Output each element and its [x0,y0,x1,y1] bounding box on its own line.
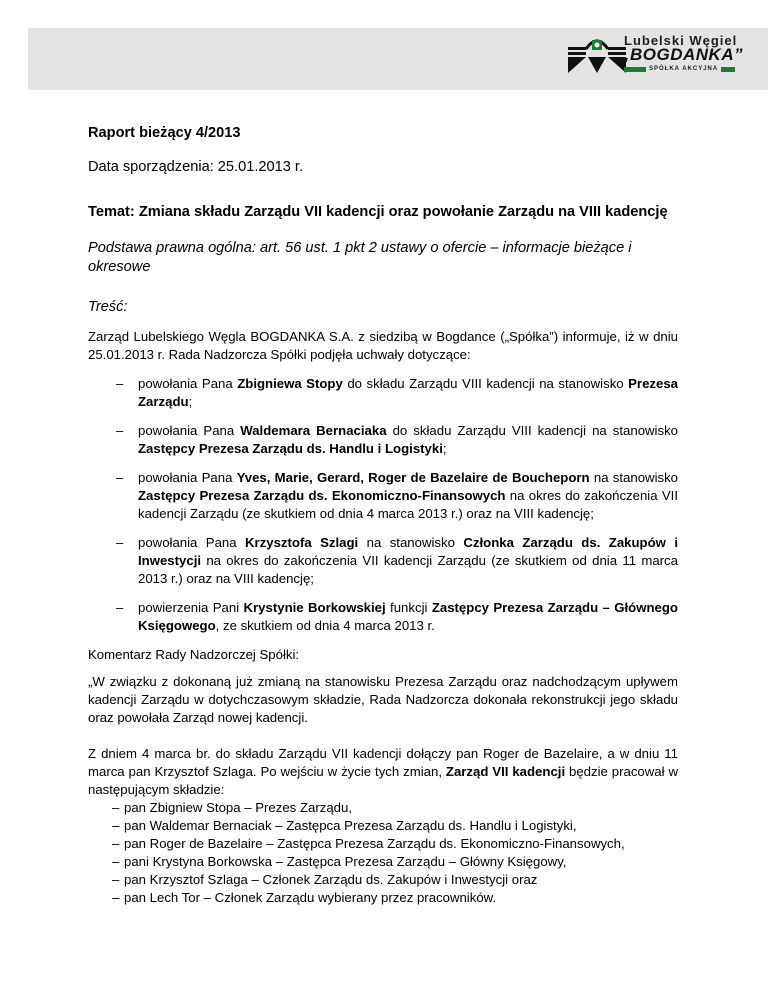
final-emphasis: Zarząd VII kadencji [445,764,566,779]
document-body [88,125,678,907]
resolution-position: Zastępcy Prezesa Zarządu ds. Handlu i Logistyki [138,441,443,456]
resolution-text: funkcji [385,600,432,615]
resolution-person: Krystynie Borkowskiej [243,600,386,615]
composition-item [88,853,678,871]
resolution-text: na okres do zakończenia VII kadencji Zarządu (ze skutkiem od dnia 4 marca 2013 r.) oraz na VIII kadencję; [138,488,678,521]
content-heading: Treść: [88,299,128,315]
final-text: będzie pracował w następującym składzie: [88,764,678,797]
resolution-item [88,469,678,523]
composition-item [88,889,678,907]
resolution-text: do składu Zarządu VIII kadencji na stanowisko [342,376,629,391]
final-text: Z dniem 4 marca br. do składu Zarządu VII kadencji dołączy pan Roger de Bazelaire, a w dniu 11 marca pan Krzysztof Szlaga. Po wejściu w życie tych zmian, [88,746,678,779]
report-topic: Temat: Zmiana składu Zarządu VII kadencji oraz powołanie Zarządu na VIII kadencję [88,204,668,220]
resolution-position: Zastępcy Prezesa Zarządu – Głównego Księgowego [138,600,678,633]
report-title: Raport bieżący 4/2013 [88,125,241,141]
resolution-text: powołania Pana [138,376,238,391]
resolution-text: powołania Pana [138,470,237,485]
resolution-text: ; [442,441,447,456]
resolution-item [88,375,678,411]
dash-bullet: – [112,890,120,905]
resolution-item [88,599,678,635]
resolution-position: Członka Zarządu ds. Zakupów i Inwestycji [138,535,678,568]
intro-paragraph: Zarząd Lubelskiego Węgla BOGDANKA S.A. z siedzibą w Bogdance („Spółka”) informuje, iż w dniu 25.01.2013 r. Rada Nadzorcza Spółki podjęła uchwały dotyczące: [88,329,678,362]
dash-bullet: – [116,600,124,615]
resolution-person: Waldemara Bernaciaka [240,423,387,438]
report-date: Data sporządzenia: 25.01.2013 r. [88,159,304,175]
resolution-item [88,422,678,458]
resolution-text: powierzenia Pani [138,600,244,615]
logo-bar-right [721,67,735,72]
dash-bullet: – [116,470,124,485]
resolution-text: na stanowisko [358,535,464,550]
composition-item [88,871,678,889]
board-quote: „W związku z dokonaną już zmianą na stanowisku Prezesa Zarządu oraz nadchodzącym upływem kadencji Zarządu w dotychczasowym składzie, Rada Nadzorcza dokonała rekonstrukcji jego składu oraz powołała Zarząd nowej kadencji. [88,674,678,725]
resolution-text: na okres do zakończenia VII kadencji Zarządu (ze skutkiem od dnia 11 marca 2013 r.) oraz na VIII kadencję; [138,553,678,586]
dash-bullet: – [112,818,120,833]
composition-text: pan Waldemar Bernaciak – Zastępca Prezesa Zarządu ds. Handlu i Logistyki, [124,818,577,833]
resolution-text: powołania Pana [138,535,246,550]
logo-company-name: Lubelski Węgiel [624,33,738,48]
dash-bullet: – [112,872,120,887]
resolution-item [88,534,678,588]
comment-label: Komentarz Rady Nadzorczej Spółki: [88,647,300,662]
composition-text: pan Roger de Bazelaire – Zastępca Prezesa Zarządu ds. Ekonomiczno-Finansowych, [124,836,625,851]
bogdanka-logo-icon [566,31,628,73]
composition-item [88,835,678,853]
company-logo [566,31,766,77]
resolutions-list [88,375,678,635]
composition-text: pani Krystyna Borkowska – Zastępca Prezesa Zarządu – Główny Księgowy, [124,854,567,869]
composition-text: pan Krzysztof Szlaga – Członek Zarządu ds. Zakupów i Inwestycji oraz [124,872,538,887]
dash-bullet: – [116,535,124,550]
resolution-person: Krzysztofa Szlagi [245,535,359,550]
composition-item [88,799,678,817]
resolution-person: Yves, Marie, Gerard, Roger de Bazelaire de Boucheporn [236,470,590,485]
board-composition-list [88,799,678,907]
resolution-text: na stanowisko [589,470,679,485]
legal-basis: Podstawa prawna ogólna: art. 56 ust. 1 pkt 2 ustawy o ofercie – informacje bieżące i okresowe [88,240,632,275]
dash-bullet: – [116,423,124,438]
resolution-text: powołania Pana [138,423,241,438]
resolution-position: Prezesa Zarządu [138,376,678,409]
logo-tagline-text: SPÓŁKA AKCYJNA [649,66,719,72]
composition-item [88,817,678,835]
logo-tagline [624,65,735,73]
dash-bullet: – [112,854,120,869]
composition-text: pan Zbigniew Stopa – Prezes Zarządu, [124,800,352,815]
resolution-text: , ze skutkiem od dnia 4 marca 2013 r. [215,618,435,633]
resolution-position: Zastępcy Prezesa Zarządu ds. Ekonomiczno-Finansowych [138,488,506,503]
resolution-person: Zbigniewa Stopy [237,376,343,391]
logo-bar-left [624,67,646,72]
composition-text: pan Lech Tor – Członek Zarządu wybierany przez pracowników. [124,890,497,905]
dash-bullet: – [112,836,120,851]
dash-bullet: – [112,800,120,815]
resolution-text: ; [188,394,193,409]
resolution-text: do składu Zarządu VIII kadencji na stanowisko [386,423,679,438]
logo-brand-name: „BOGDANKA” [621,45,744,64]
final-paragraph [88,745,678,799]
dash-bullet: – [116,376,124,391]
